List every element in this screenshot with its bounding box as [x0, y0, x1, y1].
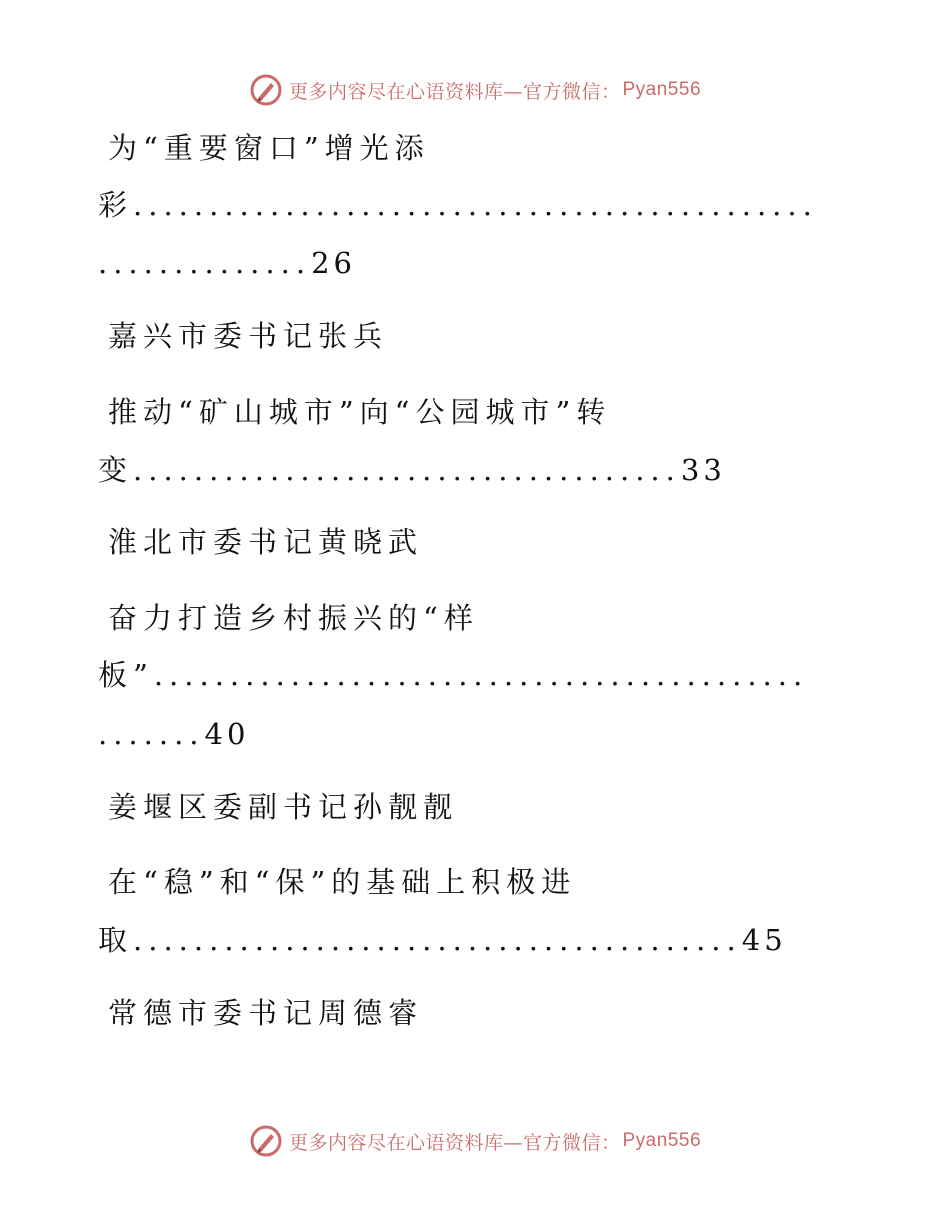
- toc-line: [98, 450, 763, 490]
- toc-title: 板”: [98, 658, 154, 692]
- toc-leader-dots: ..............: [98, 246, 312, 280]
- watermark-id: Pyan556: [622, 1130, 702, 1151]
- toc-leader-dots: ....................................: [133, 453, 681, 487]
- toc-title: 彩: [98, 188, 134, 222]
- toc-author: 淮北市委书记黄晓武: [108, 525, 424, 559]
- header-watermark: [0, 70, 950, 110]
- toc-leader-dots: ........................................: [133, 923, 742, 957]
- toc-author: 嘉兴市委书记张兵: [108, 319, 389, 353]
- toc-title: 取: [98, 923, 134, 957]
- toc-line: [98, 655, 843, 695]
- watermark-text: 更多内容尽在心语资料库—官方微信：: [288, 80, 621, 103]
- toc-line: [108, 392, 853, 432]
- toc-line: [108, 862, 853, 902]
- toc-line: [98, 714, 843, 754]
- toc-line: [108, 993, 853, 1033]
- pen-logo-icon: [249, 73, 283, 107]
- toc-leader-dots: .............................................: [133, 188, 818, 222]
- toc-line: [108, 522, 853, 562]
- toc-line: [108, 787, 853, 827]
- pen-logo-icon: [249, 1124, 283, 1158]
- watermark-text: 更多内容尽在心语资料库—官方微信：: [288, 1131, 621, 1154]
- footer-watermark: [0, 1121, 950, 1161]
- toc-page-number: 33: [680, 453, 726, 487]
- toc-leader-dots: .......: [98, 717, 205, 751]
- toc-author: 姜堰区委副书记孙靓靓: [108, 790, 459, 824]
- toc-line: [108, 316, 853, 356]
- toc-line: [98, 920, 838, 960]
- toc-title: 变: [98, 453, 134, 487]
- toc-page-number: 45: [741, 923, 787, 957]
- toc-title: 在“稳”和“保”的基础上积极进: [108, 865, 577, 899]
- toc-title: 奋力打造乡村振兴的“样: [108, 601, 479, 635]
- toc-line: [108, 598, 853, 638]
- toc-page-number: 26: [311, 246, 356, 280]
- toc-leader-dots: ...........................................: [153, 658, 809, 692]
- toc-title: 为“重要窗口”增光添: [108, 131, 430, 165]
- watermark-id: Pyan556: [622, 79, 702, 100]
- toc-line: [108, 128, 853, 168]
- toc-page-number: 40: [204, 717, 250, 751]
- toc-line: [98, 185, 843, 225]
- toc-line: [98, 243, 843, 283]
- toc-author: 常德市委书记周德睿: [108, 996, 424, 1030]
- toc-title: 推动“矿山城市”向“公园城市”转: [108, 395, 612, 429]
